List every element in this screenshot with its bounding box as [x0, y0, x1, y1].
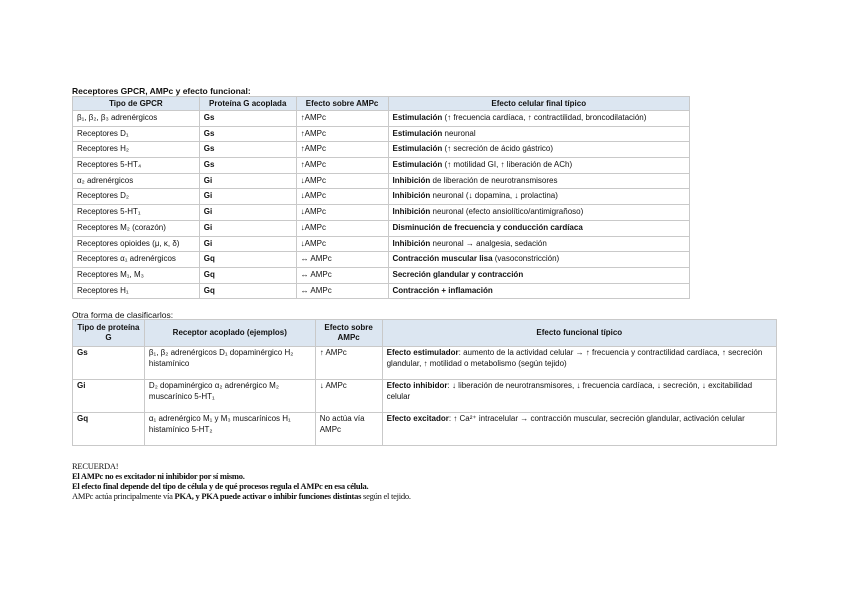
effect-cell [388, 283, 690, 299]
ampc-cell: ↑ AMPc [315, 347, 382, 380]
effect-text: (↑ frecuencia cardíaca, ↑ contractilidad, broncodilatación) [442, 113, 647, 122]
effect-text: neuronal (↓ dopamina, ↓ prolactina) [430, 191, 558, 201]
protein-cell: Gs [199, 111, 296, 127]
header-efecto-funcional: Efecto funcional típico [382, 320, 776, 347]
protein-cell: Gi [199, 205, 296, 221]
table-row [73, 220, 690, 236]
table1-caption: Receptores GPCR, AMPc y efecto funcional: [72, 86, 251, 96]
receptor-cell: Receptores 5-HT₁ [73, 205, 200, 221]
protein-cell: Gs [73, 347, 145, 380]
effect-bold: Contracción muscular lisa [392, 254, 493, 264]
protein-cell: Gq [199, 252, 296, 268]
effect-text: : ↓ liberación de neurotransmisores, ↓ frecuencia cardíaca, ↓ secreción, ↓ excitabilidad celular [386, 381, 753, 401]
effect-text: neuronal [442, 128, 476, 138]
table-row [73, 283, 690, 299]
receptor-cell: Receptores D₂ [73, 189, 200, 205]
protein-cell: Gi [199, 220, 296, 236]
ampc-cell: ↓AMPc [296, 173, 388, 189]
effect-bold: Efecto excitador [386, 414, 449, 423]
effect-text: neuronal (efecto ansiolítico/antimigrañoso) [430, 207, 584, 217]
table-row [73, 189, 690, 205]
table-row [73, 380, 777, 413]
effect-cell [388, 111, 690, 127]
receptors-cell: β₁, β₂ adrenérgicos D₁ dopaminérgico H₂ histamínico [144, 347, 315, 380]
table-row [73, 413, 777, 446]
effect-text: (↑ secreción de ácido gástrico) [442, 144, 554, 154]
effect-bold: Disminución de frecuencia y conducción cardíaca [392, 222, 583, 232]
ampc-cell: ↓AMPc [296, 205, 388, 221]
reminder-note [72, 461, 411, 501]
effect-bold: Estimulación [392, 160, 443, 170]
table2-caption: Otra forma de clasificarlos: [72, 310, 174, 320]
table-row [73, 111, 690, 127]
ampc-cell: ↓AMPc [296, 236, 388, 252]
effect-cell [382, 347, 776, 380]
effect-cell [388, 126, 690, 142]
effect-text: : aumento de la actividad celular → ↑ frecuencia y contractilidad cardíaca, ↑ secreción glandular, ↑ motilidad o metabolismo (según tejido) [386, 348, 763, 368]
note-line-3: El efecto final depende del tipo de célula y de qué procesos regula el AMPc en esa célula. [72, 481, 369, 491]
gpcr-table [72, 96, 690, 299]
table2-header-row [73, 320, 777, 347]
note-line-2: El AMPc no es excitador ni inhibidor por sí mismo. [72, 471, 245, 481]
receptor-cell: Receptores M₁, M₃ [73, 267, 200, 283]
effect-text: de liberación de neurotransmisores [430, 175, 558, 185]
ampc-cell: ↓AMPc [296, 189, 388, 205]
effect-bold: Secreción glandular y contracción [392, 269, 524, 279]
ampc-cell: No actúa vía AMPc [315, 413, 382, 446]
header-tipo-proteina: Tipo de proteína G [73, 320, 145, 347]
receptor-cell: Receptores H₂ [73, 142, 200, 158]
effect-text: (vasoconstricción) [492, 254, 560, 264]
protein-cell: Gi [199, 173, 296, 189]
receptor-cell: Receptores D₁ [73, 126, 200, 142]
protein-cell: Gi [199, 236, 296, 252]
effect-bold: Estimulación [392, 113, 443, 122]
effect-cell [388, 142, 690, 158]
protein-cell: Gq [73, 413, 145, 446]
protein-cell: Gs [199, 158, 296, 174]
table-row [73, 252, 690, 268]
receptor-cell: β₁, β₂, β₃ adrenérgicos [73, 111, 200, 127]
ampc-cell: ↑AMPc [296, 126, 388, 142]
effect-bold: Inhibición [392, 175, 431, 185]
protein-cell: Gs [199, 126, 296, 142]
protein-g-table [72, 319, 777, 446]
effect-cell [388, 205, 690, 221]
note-line-4-bold: PKA, y PKA puede activar o inhibir funciones distintas [174, 491, 362, 501]
ampc-cell: ↓ AMPc [315, 380, 382, 413]
protein-cell: Gi [199, 189, 296, 205]
table-row [73, 142, 690, 158]
effect-cell [382, 380, 776, 413]
header-efecto-ampc-2: Efecto sobre AMPc [315, 320, 382, 347]
receptor-cell: α₂ adrenérgicos [73, 173, 200, 189]
receptor-cell: Receptores opioides (μ, κ, δ) [73, 236, 200, 252]
receptor-cell: Receptores H₁ [73, 283, 200, 299]
table-row [73, 205, 690, 221]
effect-cell [382, 413, 776, 446]
table-row [73, 173, 690, 189]
receptor-cell: Receptores α₁ adrenérgicos [73, 252, 200, 268]
protein-cell: Gq [199, 283, 296, 299]
effect-bold: Contracción + inflamación [392, 285, 493, 295]
receptor-cell: Receptores 5-HT₄ [73, 158, 200, 174]
table-row [73, 267, 690, 283]
effect-cell [388, 173, 690, 189]
effect-cell [388, 189, 690, 205]
ampc-cell: ↔ AMPc [296, 283, 388, 299]
table-row [73, 158, 690, 174]
header-efecto-ampc: Efecto sobre AMPc [296, 97, 388, 111]
effect-cell [388, 236, 690, 252]
effect-text: : ↑ Ca²⁺ intracelular → contracción muscular, secreción glandular, activación celular [448, 414, 745, 423]
note-line-4-start: AMPc actúa principalmente vía [72, 491, 175, 501]
ampc-cell: ↑AMPc [296, 142, 388, 158]
note-line-4 [72, 491, 411, 501]
effect-cell [388, 220, 690, 236]
effect-bold: Efecto estimulador [386, 348, 459, 357]
effect-cell [388, 252, 690, 268]
effect-bold: Inhibición [392, 191, 431, 201]
table-row [73, 236, 690, 252]
protein-cell: Gs [199, 142, 296, 158]
ampc-cell: ↓AMPc [296, 220, 388, 236]
ampc-cell: ↑AMPc [296, 158, 388, 174]
effect-cell [388, 267, 690, 283]
protein-cell: Gq [199, 267, 296, 283]
receptor-cell: Receptores M₂ (corazón) [73, 220, 200, 236]
effect-text: (↑ motilidad GI, ↑ liberación de ACh) [442, 160, 573, 170]
effect-bold: Efecto inhibidor [386, 381, 448, 390]
header-tipo-gpcr: Tipo de GPCR [73, 97, 200, 111]
effect-bold: Inhibición [392, 238, 431, 248]
receptors-cell: D₂ dopaminérgico α₂ adrenérgico M₂ muscarínico 5-HT₁ [144, 380, 315, 413]
header-efecto-celular: Efecto celular final típico [388, 97, 690, 111]
header-proteina-g: Proteína G acoplada [199, 97, 296, 111]
effect-text: neuronal → analgesia, sedación [430, 238, 547, 248]
ampc-cell: ↔ AMPc [296, 267, 388, 283]
effect-cell [388, 158, 690, 174]
note-title: RECUERDA! [72, 461, 119, 471]
table-row [73, 347, 777, 380]
effect-bold: Estimulación [392, 144, 443, 154]
header-receptor-acoplado: Receptor acoplado (ejemplos) [144, 320, 315, 347]
note-line-4-end: según el tejido. [361, 491, 411, 501]
effect-bold: Estimulación [392, 128, 443, 138]
receptors-cell: α₁ adrenérgico M₁ y M₃ muscarínicos H₁ histamínico 5-HT₂ [144, 413, 315, 446]
effect-bold: Inhibición [392, 207, 431, 217]
table-row [73, 126, 690, 142]
protein-cell: Gi [73, 380, 145, 413]
ampc-cell: ↔ AMPc [296, 252, 388, 268]
ampc-cell: ↑AMPc [296, 111, 388, 127]
table1-header-row [73, 97, 690, 111]
